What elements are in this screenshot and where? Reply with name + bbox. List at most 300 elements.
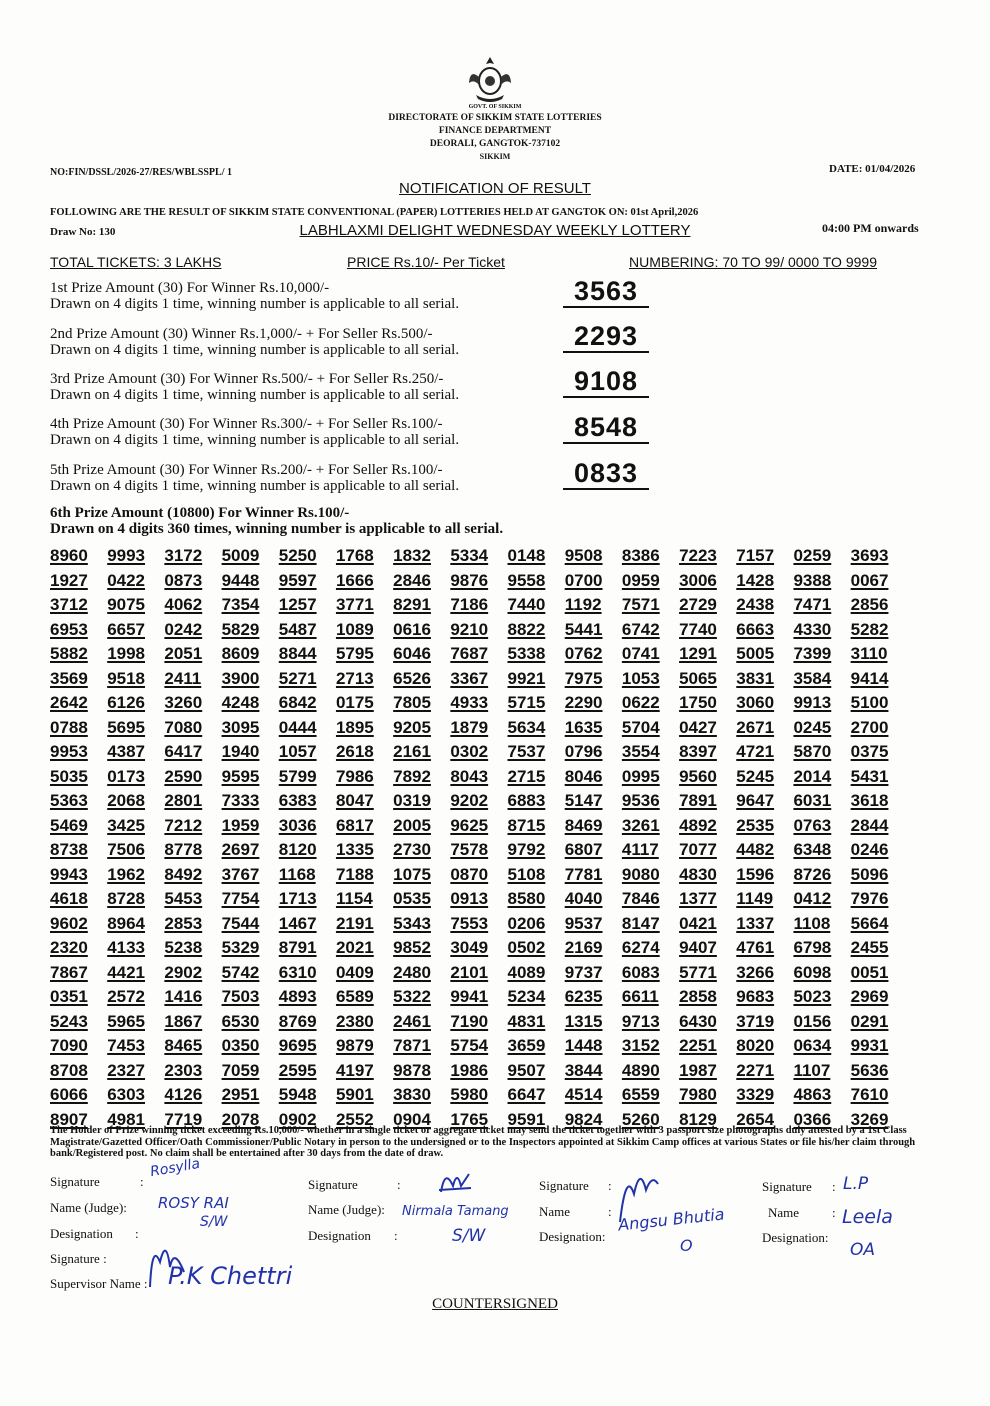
prize-6-number: 5882 — [50, 644, 88, 663]
prize-6-number: 8397 — [679, 742, 717, 761]
officer-designation: O — [680, 1236, 693, 1255]
prize-6-number: 8960 — [50, 546, 88, 565]
prize-5-number: 0833 — [563, 458, 649, 490]
prize-6-number: 6348 — [793, 840, 832, 859]
prize-6-number: 2671 — [736, 717, 775, 737]
prize-6-number: 6611 — [621, 987, 659, 1006]
prize-6-number: 3060 — [736, 693, 775, 712]
prize-6-number: 7333 — [221, 791, 260, 810]
ticket-numbering — [629, 254, 877, 270]
prize-3-amount: 3rd Prize Amount (30) For Winner Rs.500/- + For Seller Rs.250/- — [50, 371, 444, 387]
prize-6-number: 6098 — [793, 962, 832, 982]
prize-6-number: 1765 — [450, 1109, 489, 1129]
countersigned-label — [0, 1296, 990, 1313]
prize-6-number: 3036 — [278, 815, 317, 835]
prize-6-number: 3367 — [450, 668, 489, 688]
prize-6-number: 8020 — [736, 1036, 775, 1055]
prize-6-number: 3659 — [507, 1036, 546, 1055]
prize-6-number: 7223 — [679, 546, 717, 565]
colon-4: : — [394, 1228, 398, 1243]
prize-6-number: 1867 — [164, 1011, 203, 1031]
prize-6-number: 0427 — [679, 717, 717, 737]
prize-6-number: 2618 — [335, 742, 374, 761]
prize-6-number: 2380 — [335, 1011, 374, 1031]
prize-6-number: 6383 — [278, 791, 317, 810]
prize-6-number: 9953 — [50, 742, 88, 761]
prize-6-number: 1337 — [736, 913, 775, 933]
prize-6-number: 9941 — [450, 987, 489, 1006]
prize-6-number: 8120 — [278, 840, 317, 859]
officer-2-signature: L.P — [843, 1174, 869, 1194]
prize-6-number: 0375 — [850, 742, 889, 761]
prize-6-number: 4062 — [164, 595, 203, 614]
prize-6-number: 7190 — [450, 1011, 489, 1031]
signature-label-2: Signature — [308, 1177, 358, 1192]
prize-6-number: 4721 — [736, 742, 775, 761]
prize-6-number: 7059 — [221, 1060, 260, 1080]
prize-6-number: 1986 — [450, 1060, 489, 1080]
prize-6-number: 5023 — [793, 987, 832, 1006]
judge-1-designation: S/W — [200, 1214, 228, 1230]
total-tickets-text: TOTAL TICKETS: 3 LAKHS — [50, 254, 222, 270]
prize-6-number: 1428 — [736, 570, 775, 590]
judge-1-name: ROSY RAI — [158, 1194, 229, 1212]
prize-6-number: 9625 — [450, 815, 489, 835]
prize-6-number: 4981 — [107, 1109, 146, 1129]
prize-6-number: 9558 — [507, 570, 546, 590]
prize-6-number: 3767 — [221, 864, 260, 884]
prize-6-number: 1154 — [335, 889, 373, 908]
prize-6-number: 0444 — [278, 717, 317, 737]
prize-6-number: 0796 — [564, 742, 603, 761]
draw-statement: FOLLOWING ARE THE RESULT OF SIKKIM STATE CONVENTIONAL (PAPER) LOTTERIES HELD AT GANGTOK ON: 01st April,2026 — [50, 207, 699, 218]
prize-6-number: 1467 — [278, 913, 317, 933]
state-emblem-icon — [466, 55, 514, 105]
prize-6-number: 1768 — [335, 546, 374, 565]
prize-6-number: 2730 — [393, 840, 431, 859]
prize-6-number: 6303 — [107, 1085, 146, 1104]
prize-6-number: 4330 — [793, 619, 832, 639]
prize-6-amount: 6th Prize Amount (10800) For Winner Rs.100/- — [50, 505, 350, 521]
prize-6-number: 7186 — [450, 595, 489, 614]
prize-6-number: 7754 — [221, 889, 260, 908]
prize-6-number: 0700 — [564, 570, 603, 590]
prize-1-rule: Drawn on 4 digits 1 time, winning number is applicable to all serial. — [50, 296, 460, 312]
prize-6-number: 8844 — [278, 644, 317, 663]
prize-6-number: 9205 — [393, 717, 431, 737]
prize-6-number: 1416 — [164, 987, 203, 1006]
prize-2-number: 2293 — [563, 321, 649, 353]
prize-6-number: 5664 — [850, 913, 889, 933]
prize-6-number: 4514 — [564, 1085, 603, 1104]
prize-6-number: 7571 — [621, 595, 660, 614]
prize-6-number: 2320 — [50, 938, 88, 957]
prize-6-number: 1713 — [278, 889, 317, 908]
prize-6-number: 6526 — [393, 668, 431, 688]
prize-1-description — [50, 280, 459, 312]
prize-6-number: 0421 — [679, 913, 717, 933]
prize-6-number: 0913 — [450, 889, 489, 908]
prize-6-number: 0259 — [793, 546, 832, 565]
prize-6-number: 4126 — [164, 1085, 203, 1104]
prize-6-number: 1927 — [50, 570, 88, 590]
prize-6-number: 9536 — [621, 791, 660, 810]
colon-5: : — [608, 1178, 612, 1193]
prize-6-number: 1291 — [679, 644, 717, 663]
prize-6-number: 8291 — [393, 595, 431, 614]
prize-6-number: 6417 — [164, 742, 203, 761]
prize-6-number: 0741 — [621, 644, 660, 663]
judge-2-designation: S/W — [452, 1226, 486, 1246]
prize-6-number: 8728 — [107, 889, 146, 908]
prize-6-number: 5901 — [335, 1085, 374, 1104]
prize-6-number: 5260 — [621, 1109, 660, 1129]
prize-6-number: 7471 — [793, 595, 832, 614]
officer-2-name-label: Name — [768, 1205, 800, 1220]
reference-number: NO:FIN/DSSL/2026-27/RES/WBLSSPL/ 1 — [50, 167, 232, 178]
prize-6-number: 0245 — [793, 717, 832, 737]
prize-6-number: 7077 — [679, 840, 717, 859]
prize-6-number: 6842 — [278, 693, 317, 712]
prize-6-number: 0051 — [850, 962, 889, 982]
emblem-caption: GOVT. OF SIKKIM — [468, 104, 522, 110]
prize-6-number-grid — [50, 546, 920, 1134]
prize-6-number: 3584 — [793, 668, 832, 688]
prize-6-number: 5754 — [450, 1036, 489, 1055]
prize-6-number: 4133 — [107, 938, 146, 957]
prize-6-number: 9913 — [793, 693, 832, 712]
prize-6-number: 2572 — [107, 987, 146, 1006]
prize-6-number: 7080 — [164, 717, 203, 737]
officer-name-label: Name — [539, 1204, 571, 1219]
prize-6-number: 5870 — [793, 742, 832, 761]
prize-2-description — [50, 326, 459, 358]
prize-6-number: 6046 — [393, 644, 431, 663]
signature-label-4: Signature — [762, 1179, 812, 1194]
prize-6-number: 3425 — [107, 815, 146, 835]
prize-6-number: 5343 — [393, 913, 431, 933]
prize-6-number: 2014 — [793, 766, 832, 786]
prize-6-number: 4387 — [107, 742, 146, 761]
prize-6-number: 3719 — [736, 1011, 775, 1031]
prize-6-number: 8822 — [507, 619, 546, 639]
prize-6-number: 2654 — [736, 1109, 775, 1129]
prize-4-number: 8548 — [563, 412, 649, 444]
prize-6-number: 0959 — [621, 570, 660, 590]
prize-6-number: 8580 — [507, 889, 546, 908]
prize-6-number: 7440 — [507, 595, 546, 614]
prize-6-number: 2411 — [164, 668, 202, 688]
prize-6-number: 2021 — [335, 938, 374, 957]
prize-6-number: 0412 — [793, 889, 832, 908]
prize-6-number: 9852 — [393, 938, 431, 957]
prize-6-number: 5948 — [278, 1085, 317, 1104]
prize-6-number: 2969 — [850, 987, 889, 1006]
prize-6-number: 9876 — [450, 570, 489, 590]
prize-6-number: 2552 — [335, 1109, 374, 1129]
prize-6-number: 8769 — [278, 1011, 317, 1031]
prize-6-number: 4893 — [278, 987, 317, 1006]
prize-6-number: 1959 — [221, 815, 260, 835]
prize-6-number: 3900 — [221, 668, 260, 688]
prize-6-number: 9792 — [507, 840, 546, 859]
prize-6-number: 5147 — [564, 791, 603, 810]
prize-6-number: 0995 — [621, 766, 660, 786]
notification-date: DATE: 01/04/2026 — [829, 163, 916, 175]
draw-number: Draw No: 130 — [50, 226, 116, 238]
prize-6-number: 7212 — [164, 815, 203, 835]
prize-6-number: 3110 — [850, 644, 888, 663]
prize-6-number: 1257 — [278, 595, 317, 614]
prize-6-number: 7610 — [850, 1085, 889, 1104]
prize-6-number: 1750 — [679, 693, 717, 712]
prize-6-number: 6647 — [507, 1085, 546, 1104]
prize-2-rule: Drawn on 4 digits 1 time, winning number is applicable to all serial. — [50, 342, 460, 358]
prize-6-number: 3844 — [564, 1060, 603, 1080]
prize-6-number: 6742 — [621, 619, 660, 639]
prize-6-number: 0622 — [621, 693, 660, 712]
prize-6-number: 9878 — [393, 1060, 431, 1080]
prize-6-number: 2191 — [335, 913, 374, 933]
prize-6-number: 5322 — [393, 987, 431, 1006]
prize-6-number: 9407 — [679, 938, 717, 957]
prize-6-number: 7188 — [335, 864, 374, 884]
prize-6-number: 8738 — [50, 840, 88, 859]
prize-6-number: 2161 — [393, 742, 431, 761]
prize-6-number: 9683 — [736, 987, 775, 1006]
prize-1-number: 3563 — [563, 276, 649, 308]
prize-6-number: 2700 — [850, 717, 889, 737]
prize-6-number: 6235 — [564, 987, 603, 1006]
prize-6-number: 9737 — [564, 962, 603, 982]
prize-6-number: 3269 — [850, 1109, 889, 1129]
prize-6-number: 1987 — [679, 1060, 717, 1080]
prize-6-number: 2853 — [164, 913, 203, 933]
supervisor-name-label: Supervisor Name : — [50, 1276, 148, 1291]
ticket-price — [347, 254, 505, 270]
prize-6-number: 7975 — [564, 668, 603, 688]
prize-6-number: 5234 — [507, 987, 546, 1006]
prize-6-number: 7980 — [679, 1085, 717, 1104]
state-line: SIKKIM — [479, 152, 511, 161]
prize-6-number: 9210 — [450, 619, 489, 639]
prize-6-number: 0291 — [850, 1011, 889, 1031]
prize-6-number: 8907 — [50, 1109, 88, 1129]
prize-6-number: 5035 — [50, 766, 88, 786]
prize-6-number: 9508 — [564, 546, 603, 565]
prize-6-number: 0422 — [107, 570, 146, 590]
prize-3-number: 9108 — [563, 366, 649, 398]
prize-6-number: 4831 — [507, 1011, 546, 1031]
prize-6-number: 0870 — [450, 864, 489, 884]
page-title-text: NOTIFICATION OF RESULT — [399, 180, 591, 197]
prize-6-number: 8778 — [164, 840, 203, 859]
prize-4-amount: 4th Prize Amount (30) For Winner Rs.300/- + For Seller Rs.100/- — [50, 416, 443, 432]
prize-6-number: 1168 — [278, 864, 316, 884]
prize-6-number: 7687 — [450, 644, 489, 663]
prize-6-number: 6559 — [621, 1085, 660, 1104]
judge-1-signature: Rosylla — [148, 1155, 202, 1181]
prize-6-number: 5636 — [850, 1060, 889, 1080]
prize-6-number: 8047 — [335, 791, 374, 810]
prize-6-number: 9993 — [107, 546, 146, 565]
prize-4-rule: Drawn on 4 digits 1 time, winning number is applicable to all serial. — [50, 432, 460, 448]
prize-6-number: 1149 — [736, 889, 774, 908]
prize-6-number: 0902 — [278, 1109, 317, 1129]
prize-6-number: 8726 — [793, 864, 832, 884]
prize-6-number: 0319 — [393, 791, 431, 810]
prize-6-number: 2595 — [278, 1060, 317, 1080]
prize-6-number: 9943 — [50, 864, 88, 884]
prize-6-number: 5441 — [564, 619, 603, 639]
judge-1-designation-label: Designation — [50, 1226, 113, 1241]
prize-6-number: 1315 — [564, 1011, 603, 1031]
judge-2-name: Nirmala Tamang — [402, 1204, 509, 1219]
prize-6-number: 1107 — [793, 1060, 831, 1080]
prize-6-number: 5363 — [50, 791, 88, 810]
prize-6-number: 1666 — [335, 570, 374, 590]
prize-6-number: 9507 — [507, 1060, 546, 1080]
prize-6-number: 2715 — [507, 766, 546, 786]
prize-6-number: 0175 — [335, 693, 374, 712]
prize-6-number: 3006 — [679, 570, 717, 590]
prize-6-number: 1075 — [393, 864, 431, 884]
prize-6-number: 6657 — [107, 619, 146, 639]
prize-6-number: 6126 — [107, 693, 146, 712]
prize-6-number: 7976 — [850, 889, 889, 908]
colon-6: : — [608, 1204, 612, 1219]
prize-6-number: 9695 — [278, 1036, 317, 1055]
prize-6-number: 6031 — [793, 791, 832, 810]
prize-6-number: 1879 — [450, 717, 489, 737]
colon-3: : — [397, 1177, 401, 1192]
prize-6-number: 2951 — [221, 1085, 260, 1104]
prize-6-number: 0502 — [507, 938, 546, 957]
prize-6-number: 4890 — [621, 1060, 660, 1080]
prize-6-number: 3569 — [50, 668, 88, 688]
prize-6-number: 5250 — [278, 546, 317, 565]
prize-6-number: 1635 — [564, 717, 603, 737]
prize-6-number: 5334 — [450, 546, 489, 565]
prize-6-number: 2068 — [107, 791, 146, 810]
judge-1-name-label: Name (Judge): — [50, 1200, 127, 1215]
prize-6-number: 6589 — [335, 987, 374, 1006]
colon-1: : — [140, 1174, 144, 1189]
prize-6-number: 5980 — [450, 1085, 489, 1104]
prize-6-number: 8492 — [164, 864, 203, 884]
prize-6-number: 2858 — [679, 987, 717, 1006]
prize-6-number: 7503 — [221, 987, 260, 1006]
prize-6-number: 0904 — [393, 1109, 431, 1129]
prize-6-number: 4863 — [793, 1085, 832, 1104]
prize-6-number: 1377 — [679, 889, 717, 908]
prize-6-number: 2290 — [564, 693, 603, 712]
prize-6-number: 6663 — [736, 619, 775, 639]
prize-6-number: 2844 — [850, 815, 889, 835]
prize-6-number: 5453 — [164, 889, 203, 908]
prize-3-rule: Drawn on 4 digits 1 time, winning number is applicable to all serial. — [50, 387, 460, 403]
prize-6-number: 8708 — [50, 1060, 88, 1080]
prize-6-number: 4761 — [736, 938, 775, 957]
prize-6-number: 3554 — [621, 742, 660, 761]
prize-6-number: 4830 — [679, 864, 717, 884]
prize-6-number: 4933 — [450, 693, 489, 712]
prize-6-number: 7871 — [393, 1036, 431, 1055]
prize-6-number: 1192 — [564, 595, 602, 614]
prize-6-number: 4197 — [335, 1060, 374, 1080]
prize-6-number: 0156 — [793, 1011, 832, 1031]
prize-6-number: 0242 — [164, 619, 203, 639]
prize-6-number: 1940 — [221, 742, 260, 761]
prize-6-number: 5634 — [507, 717, 546, 737]
prize-6-number: 0634 — [793, 1036, 832, 1055]
prize-6-number: 2005 — [393, 815, 431, 835]
prize-6-number: 9597 — [278, 570, 317, 590]
prize-3-description — [50, 371, 459, 403]
prize-6-number: 3095 — [221, 717, 260, 737]
prize-6-number: 5704 — [621, 717, 660, 737]
prize-5-rule: Drawn on 4 digits 1 time, winning number is applicable to all serial. — [50, 478, 460, 494]
prize-6-number: 6430 — [679, 1011, 717, 1031]
prize-6-number: 9560 — [679, 766, 717, 786]
prize-6-number: 7578 — [450, 840, 489, 859]
prize-4-description — [50, 416, 459, 448]
prize-6-number: 3830 — [393, 1085, 431, 1104]
prize-6-number: 7537 — [507, 742, 546, 761]
colon-2: : — [135, 1226, 139, 1241]
prize-6-number: 2697 — [221, 840, 260, 859]
prize-6-number: 2327 — [107, 1060, 146, 1080]
prize-6-number: 6066 — [50, 1085, 88, 1104]
prize-5-amount: 5th Prize Amount (30) For Winner Rs.200/- + For Seller Rs.100/- — [50, 462, 443, 478]
prize-6-number: 5096 — [850, 864, 889, 884]
colon-7: : — [832, 1179, 836, 1194]
prize-6-number: 7453 — [107, 1036, 146, 1055]
prize-6-number: 1962 — [107, 864, 146, 884]
prize-6-number: 2713 — [335, 668, 374, 688]
prize-6-number: 6274 — [621, 938, 660, 957]
prize-6-number: 7157 — [736, 546, 775, 565]
prize-6-number: 9931 — [850, 1036, 889, 1055]
prize-6-number: 5009 — [221, 546, 260, 565]
ticket-numbering-text: NUMBERING: 70 TO 99/ 0000 TO 9999 — [629, 254, 877, 270]
prize-6-number: 8147 — [621, 913, 660, 933]
prize-6-number: 2846 — [393, 570, 431, 590]
total-tickets — [50, 254, 221, 270]
prize-6-number: 0873 — [164, 570, 203, 590]
prize-6-number: 5695 — [107, 717, 146, 737]
prize-6-number: 7090 — [50, 1036, 88, 1055]
prize-6-number: 2455 — [850, 938, 889, 957]
prize-6-number: 7892 — [393, 766, 431, 786]
prize-6-number: 3152 — [621, 1036, 660, 1055]
prize-6-number: 6953 — [50, 619, 88, 639]
prize-6-number: 1053 — [621, 668, 660, 688]
prize-6-number: 0409 — [335, 962, 374, 982]
prize-6-number: 0302 — [450, 742, 489, 761]
prize-6-number: 9414 — [850, 668, 889, 688]
prize-6-number: 7891 — [679, 791, 717, 810]
prize-6-number: 2856 — [850, 595, 889, 614]
officer-name: Angsu Bhutia — [617, 1204, 726, 1235]
prize-6-number: 5431 — [850, 766, 889, 786]
prize-6-number: 2590 — [164, 766, 203, 786]
officer-2-designation: OA — [850, 1240, 876, 1260]
prize-6-number: 7805 — [393, 693, 431, 712]
prize-6-number: 8043 — [450, 766, 489, 786]
prize-6-number: 0616 — [393, 619, 431, 639]
prize-6-number: 7781 — [564, 864, 603, 884]
